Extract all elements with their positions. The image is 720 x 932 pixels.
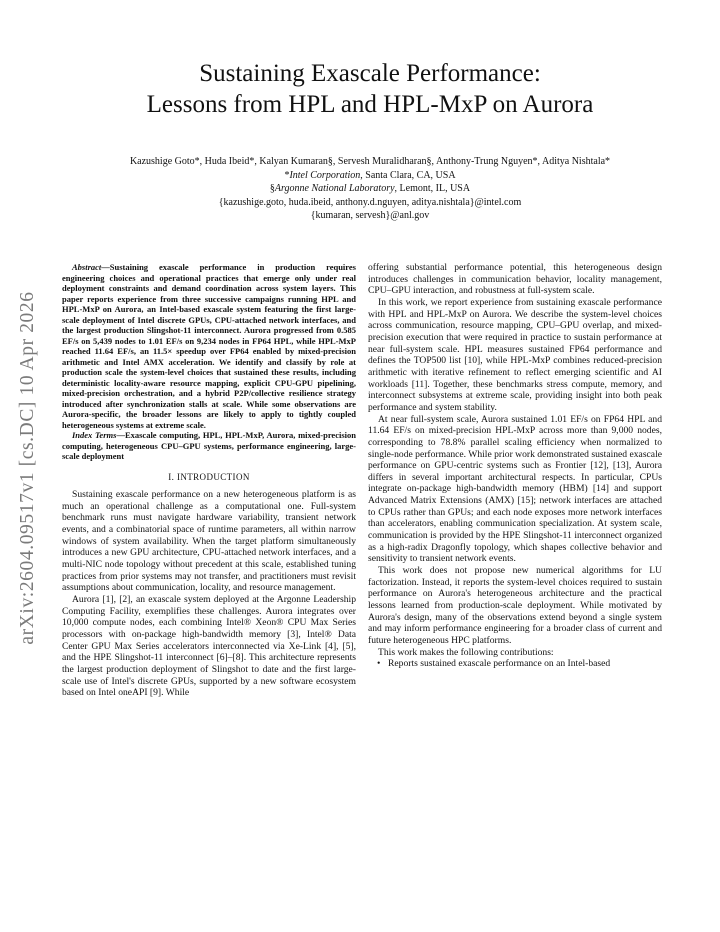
left-column [62, 262, 356, 699]
author-names: Kazushige Goto*, Huda Ibeid*, Kalyan Kumaran§, Servesh Muralidharan§, Anthony-Trung Nguyen*, Aditya Nishtala* [129, 156, 611, 167]
list-item-text: Reports sustained exascale performance on an Intel-based [388, 658, 611, 670]
affiliation-intel: *Intel Corporation, Santa Clara, CA, USA [284, 169, 456, 181]
author-emails-intel: {kazushige.goto, huda.ibeid, anthony.d.nguyen, aditya.nishtala}@intel.com [218, 196, 522, 208]
index-terms-label: Index Terms [72, 430, 117, 440]
paragraph: Sustaining exascale performance on a new heterogeneous platform is as much an operational challenge as a computational one. Full-system benchmark runs must navigate hardware variability, transient network events, and a combinatorial space of runtime parameters, all within narrow windows of system availability. When the target platform simultaneously introduces a new GPU architecture, CPU-attached network interfaces, and a multi-NIC node topology without precedent at this scale, established tuning practices from prior systems may not transfer, and practitioners must revisit assumptions about communication, locality, and resource management. [62, 489, 356, 594]
arxiv-sidebar [10, 258, 46, 678]
abstract-label: Abstract [72, 262, 102, 272]
contributions-list [368, 658, 662, 670]
paragraph: At near full-system scale, Aurora sustained 1.01 EF/s on FP64 HPL and 11.64 EF/s on mixed-precision HPL-MxP across more than 9,000 nodes, corresponding to 78.8% parallel scaling efficiency when normalized to single-node performance. While prior work demonstrated sustained exascale performance on GPU-centric systems such as Frontier [12], [13], Aurora differs in several important architectural respects. In particular, CPUs integrate on-package high-bandwidth memory (HBM) [14] and support Advanced Matrix Extensions (AMX) [15]; network interfaces are attached to CPUs rather than GPUs; and each node exposes more network interfaces than accelerators, enabling communication specialization. At system scale, communication is provided by the HPE Slingshot-11 interconnect organized as a high-radix Dragonfly topology, which shapes collective behavior and sensitivity to transient network events. [368, 413, 662, 565]
bullet-icon: • [377, 658, 381, 670]
author-emails-anl: {kumaran, servesh}@anl.gov [310, 210, 430, 222]
affiliation-argonne: §Argonne National Laboratory, Lemont, IL, USA [269, 183, 471, 195]
paper-title-line-2: Lessons from HPL and HPL-MxP on Aurora [146, 91, 594, 118]
paragraph: This work does not propose new numerical algorithms for LU factorization. Instead, it reports the system-level choices required to sustain performance on Aurora's heterogeneous architecture and the practical lessons learned from production-scale deployment. While motivated by Aurora's design, many of the observations extend beyond a single system and may inform performance engineering for a broader class of current and future heterogeneous HPC platforms. [368, 565, 662, 646]
index-terms-text: —Exascale computing, HPL, HPL-MxP, Aurora, mixed-precision computing, heterogeneous CPU–GPU systems, performance engineering, large-scale deployment [62, 430, 356, 461]
paper-title-line-1: Sustaining Exascale Performance: [199, 60, 541, 87]
arxiv-identifier: arXiv:2604.09517v1 [cs.DC] 10 Apr 2026 [17, 291, 38, 645]
paragraph: offering substantial performance potential, this heterogeneous design introduces challenges in communication behavior, locality management, CPU–GPU interaction, and robustness at full-system scale. [368, 262, 662, 297]
paragraph: In this work, we report experience from sustaining exascale performance with HPL and HPL-MxP on Aurora. We describe the system-level choices across communication, resource mapping, CPU–GPU overlap, and mixed-precision execution that were required in practice to sustain performance at near full-system scale. HPL measures sustained FP64 performance and defines the TOP500 list [10], while HPL-MxP combines reduced-precision arithmetic with iterative refinement to reflect emerging scientific and AI workloads [11]. Together, these benchmarks stress compute, memory, and interconnect subsystems at extreme scale, providing insight into both peak performance and system stability. [368, 296, 662, 413]
abstract-text: —Sustaining exascale performance in production requires engineering choices and operational practices that emerge only under real deployment constraints and demand coordination across system layers. This paper reports experience from three successive campaigns running HPL and HPL-MxP on Aurora, an Intel-based exascale system featuring the first large-scale deployment of Intel discrete GPUs, CPU-attached network interfaces, and the largest production Slingshot-11 interconnect. Aurora progressed from 0.585 EF/s on 5,439 nodes to 1.01 EF/s on 9,234 nodes in FP64 HPL, while HPL-MxP reached 11.64 EF/s, an 11.5× speedup over FP64 enabled by mixed-precision arithmetic and Intel AMX acceleration. We identify and classify by role at production scale the system-level choices that sustained these results, including deterministic locality-aware resource mapping, explicit CPU-GPU pipelining, mixed-precision orchestration, and a hybrid P2P/collective resilience strategy introduced after synchronization stalls at scale. While some observations are Aurora-specific, the broader lessons are likely to apply to tightly coupled heterogeneous systems at extreme scale. [62, 262, 356, 430]
list-item [368, 658, 662, 670]
right-column [368, 262, 662, 670]
author-block [40, 155, 700, 223]
section-heading-introduction: I. INTRODUCTION [168, 471, 250, 482]
abstract [62, 262, 356, 430]
index-terms [62, 430, 356, 462]
paragraph: This work makes the following contributions: [378, 646, 554, 658]
paper-title [60, 58, 680, 120]
paragraph: Aurora [1], [2], an exascale system deployed at the Argonne Leadership Computing Facility, exemplifies these challenges. Aurora integrates over 10,000 compute nodes, each combining Intel® Xeon® CPU Max Series processors with on-package high-bandwidth memory [3], Intel® Data Center GPU Max Series accelerators interconnected via Xe-Link [4], [5], and the HPE Slingshot-11 interconnect [6]–[8]. This architecture represents the largest production deployment of Slingshot to date and the first large-scale use of Intel's discrete GPUs, supported by a new software ecosystem based on Intel oneAPI [9]. While [62, 594, 356, 699]
